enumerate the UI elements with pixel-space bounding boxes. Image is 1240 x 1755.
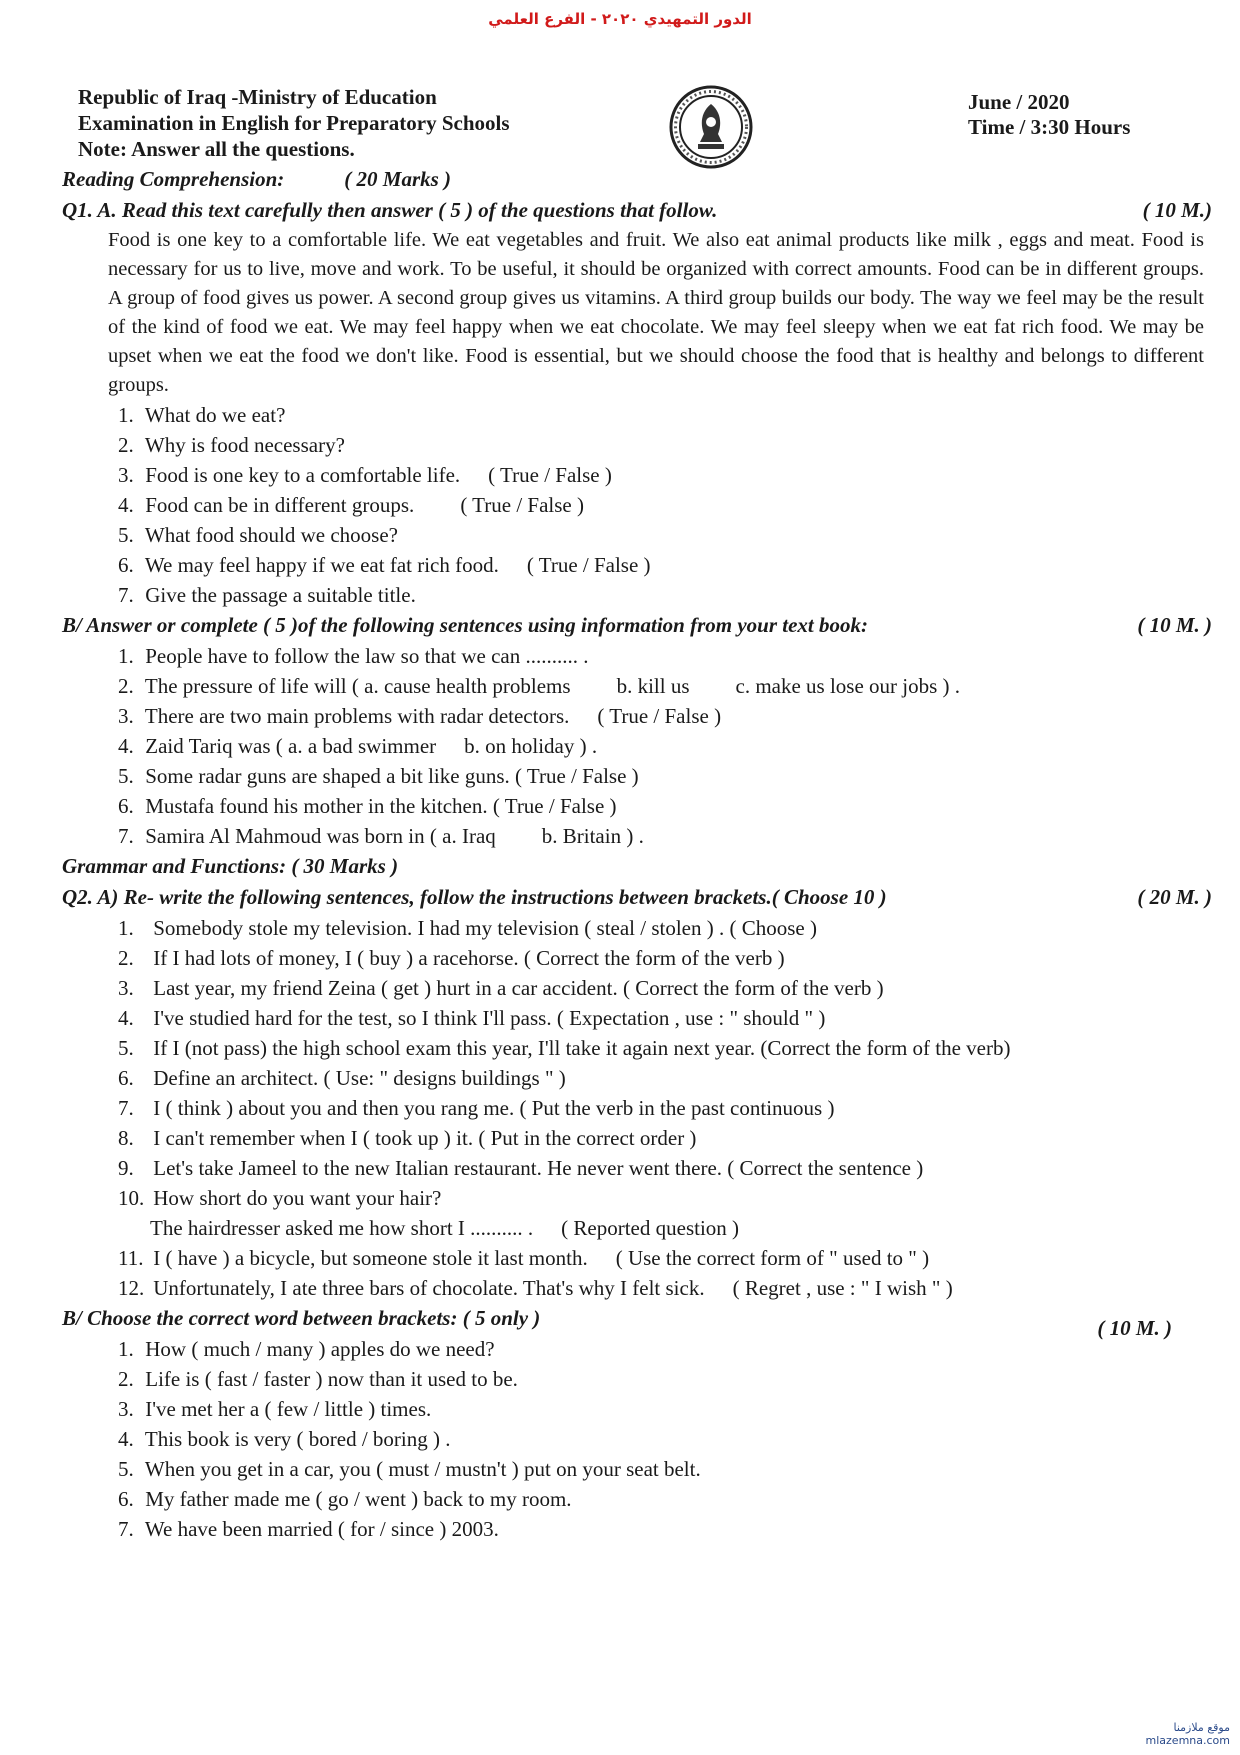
watermark-arabic: موقع ملازمنا (1173, 1721, 1230, 1734)
list-item: 1. Somebody stole my television. I had my television ( steal / stolen ) . ( Choose ) (118, 916, 817, 940)
list-item: 1. What do we eat? (118, 403, 286, 427)
q2a-instruction (62, 882, 1212, 913)
list-item: 7. I ( think ) about you and then you rang me. ( Put the verb in the past continuous ) (118, 1096, 835, 1120)
header-right (968, 90, 1130, 140)
list-item: 11. I ( have ) a bicycle, but someone stole it last month. ( Use the correct form of " used to " ) (118, 1246, 930, 1270)
header-ministry-line: Republic of Iraq -Ministry of Education (78, 85, 437, 109)
list-item: 3. There are two main problems with radar detectors. ( True / False ) (118, 704, 722, 728)
list-item: 7. Samira Al Mahmoud was born in ( a. Iraq b. Britain ) . (118, 824, 644, 848)
list-item: 4. Food can be in different groups. ( True / False ) (118, 493, 584, 517)
list-item: 12. Unfortunately, I ate three bars of chocolate. That's why I felt sick. ( Regret , use : " I wish " ) (118, 1276, 953, 1300)
list-item: 6. We may feel happy if we eat fat rich food. ( True / False ) (118, 553, 651, 577)
q2b-instruction-text: B/ Choose the correct word between brackets: ( 5 only ) (62, 1306, 541, 1330)
q1b-marks: ( 10 M. ) (1137, 613, 1212, 637)
list-item: 4. Zaid Tariq was ( a. a bad swimmer b. on holiday ) . (118, 734, 598, 758)
list-item: 5. What food should we choose? (118, 523, 398, 547)
q1b-instruction-text: B/ Answer or complete ( 5 )of the following sentences using information from your text book: (62, 613, 869, 637)
q1b-item-list (62, 641, 1212, 851)
watermark-site: mlazemna.com (1145, 1734, 1230, 1747)
list-item: 7. We have been married ( for / since ) 2003. (118, 1517, 499, 1541)
list-item: 5. When you get in a car, you ( must / mustn't ) put on your seat belt. (118, 1457, 701, 1481)
q1a-instruction (62, 195, 1212, 226)
q1a-marks: ( 10 M.) (1142, 198, 1212, 222)
header-note-line: Note: Answer all the questions. (78, 137, 355, 161)
list-item: 2. The pressure of life will ( a. cause health problems b. kill us c. make us lose our jobs ) . (118, 674, 961, 698)
q2a-item-list (62, 913, 1212, 1303)
list-item: 3. Last year, my friend Zeina ( get ) hurt in a car accident. ( Correct the form of the verb ) (118, 976, 884, 1000)
list-item: 6. Mustafa found his mother in the kitchen. ( True / False ) (118, 794, 617, 818)
site-watermark (1146, 1721, 1230, 1747)
arabic-banner: الدور التمهيدي ٢٠٢٠ - الفرع العلمي (488, 10, 752, 28)
reading-passage: Food is one key to a comfortable life. We eat vegetables and fruit. We also eat animal products like milk , eggs and meat. Food is necessary for us to live, move and work. To be useful, it should be organized with correct amounts. Food can be in different groups. A group of food gives us power. A second group gives us vitamins. A third group builds our body. The way we feel may be the result of the kind of food we eat. We may feel happy when we eat chocolate. We may feel sleepy when we eat fat rich food. We may be upset when we eat the food we don't like. Food is essential, but we should choose the food that is healthy and belongs to different groups. (108, 229, 1204, 396)
list-item: 4. This book is very ( bored / boring ) . (118, 1427, 451, 1451)
q2b-item-list (62, 1334, 1212, 1544)
list-item: 2. Life is ( fast / faster ) now than it used to be. (118, 1367, 518, 1391)
exam-content (62, 164, 1212, 1544)
exam-time: Time / 3:30 Hours (968, 115, 1131, 139)
grammar-marks: ( 30 Marks ) (291, 854, 399, 878)
ministry-emblem-icon (668, 84, 754, 170)
reading-section-title (62, 164, 1212, 195)
q1a-question-list (62, 400, 1212, 610)
list-item: 9. Let's take Jameel to the new Italian restaurant. He never went there. ( Correct the sentence ) (118, 1156, 924, 1180)
q2a-instruction-text: Q2. A) Re- write the following sentences, follow the instructions between brackets.( Choose 10 ) (62, 885, 887, 909)
list-item: 5. Some radar guns are shaped a bit like guns. ( True / False ) (118, 764, 639, 788)
header-left (78, 84, 510, 162)
list-item: 2. Why is food necessary? (118, 433, 345, 457)
q1a-instruction-text: Q1. A. Read this text carefully then answer ( 5 ) of the questions that follow. (62, 198, 718, 222)
list-item: 1. People have to follow the law so that we can .......... . (118, 644, 589, 668)
list-item: 7. Give the passage a suitable title. (118, 583, 416, 607)
list-item: 3. I've met her a ( few / little ) times. (118, 1397, 432, 1421)
list-item: 6. Define an architect. ( Use: " designs buildings " ) (118, 1066, 566, 1090)
list-item: 3. Food is one key to a comfortable life. ( True / False ) (118, 463, 612, 487)
list-item: 10. How short do you want your hair? The hairdresser asked me how short I .......... . ( Reported question ) (118, 1186, 740, 1240)
grammar-section-title (62, 851, 1212, 882)
q2b-instruction (62, 1303, 1212, 1340)
q2a-marks: ( 20 M. ) (1137, 885, 1212, 909)
list-item: 6. My father made me ( go / went ) back to my room. (118, 1487, 572, 1511)
list-item: 1. How ( much / many ) apples do we need? (118, 1337, 495, 1361)
q1b-instruction (62, 610, 1212, 641)
reading-title: Reading Comprehension: (62, 167, 285, 191)
q2b-marks: ( 10 M. ) (1097, 1316, 1172, 1340)
grammar-title: Grammar and Functions: (62, 854, 287, 878)
exam-date: June / 2020 (968, 90, 1070, 114)
list-item: 5. If I (not pass) the high school exam this year, I'll take it again next year. (Correct the form of the verb) (118, 1036, 1011, 1060)
list-item: 4. I've studied hard for the test, so I think I'll pass. ( Expectation , use : " should " ) (118, 1006, 826, 1030)
list-item: 8. I can't remember when I ( took up ) it. ( Put in the correct order ) (118, 1126, 697, 1150)
header-exam-line: Examination in English for Preparatory Schools (78, 111, 510, 135)
list-item: 2. If I had lots of money, I ( buy ) a racehorse. ( Correct the form of the verb ) (118, 946, 785, 970)
reading-marks: ( 20 Marks ) (344, 167, 452, 191)
